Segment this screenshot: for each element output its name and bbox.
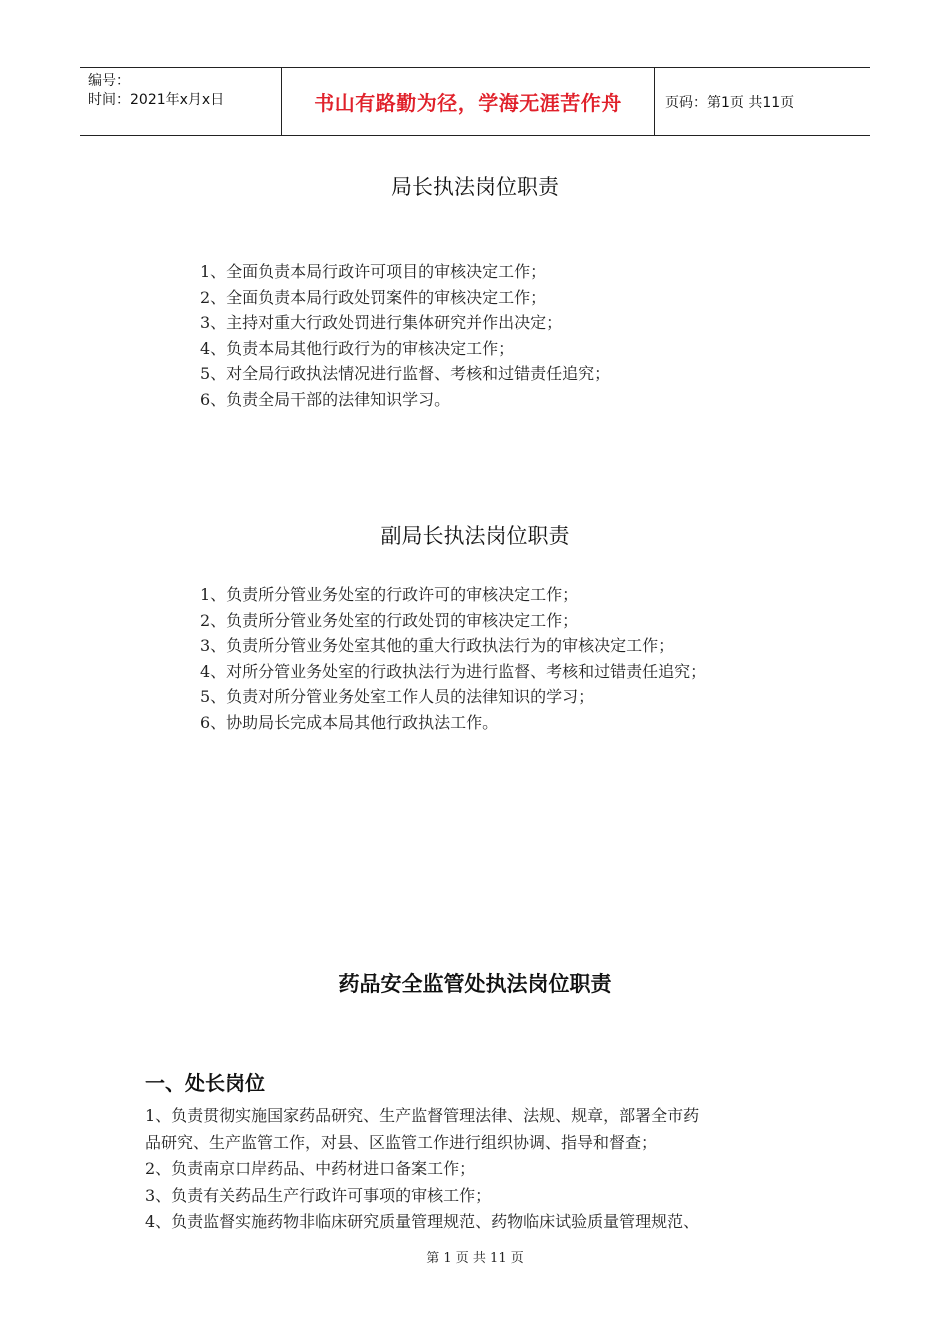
list-item: 6、协助局长完成本局其他行政执法工作。 — [200, 712, 499, 732]
paragraph-line: 3、负责有关药品生产行政许可事项的审核工作； — [145, 1185, 492, 1205]
section3-title: 药品安全监管处执法岗位职责 — [338, 972, 612, 996]
page-footer: 第 1 页 共 11 页 — [426, 1251, 524, 1266]
section2-list — [200, 582, 706, 735]
header-meta-cell — [80, 68, 282, 135]
list-item: 2、负责所分管业务处室的行政处罚的审核决定工作； — [200, 610, 579, 630]
section3-subheading: 一、处长岗位 — [145, 1071, 265, 1095]
paragraph-line: 品研究、生产监管工作，对县、区监管工作进行组织协调、指导和督查； — [145, 1132, 658, 1152]
time-label: 时间：2021年x月x日 — [88, 92, 225, 108]
list-item: 5、对全局行政执法情况进行监督、考核和过错责任追究； — [200, 364, 611, 383]
header-motto-cell — [282, 68, 655, 135]
paragraph-line: 1、负责贯彻实施国家药品研究、生产监督管理法律、法规、规章，部署全市药 — [145, 1106, 700, 1125]
paragraph-line: 4、负责监督实施药物非临床研究质量管理规范、药物临床试验质量管理规范、 — [145, 1212, 700, 1231]
list-item: 3、主持对重大行政处罚进行集体研究并作出决定； — [200, 313, 563, 332]
list-item: 5、负责对所分管业务处室工作人员的法律知识的学习； — [200, 687, 595, 706]
motto-text: 书山有路勤为径，学海无涯苦作舟 — [314, 91, 622, 115]
header-page-cell — [655, 68, 870, 135]
list-item: 4、对所分管业务处室的行政执法行为进行监督、考核和过错责任追究； — [200, 661, 707, 681]
paragraph-line: 2、负责南京口岸药品、中药材进口备案工作； — [145, 1159, 476, 1178]
list-item: 4、负责本局其他行政行为的审核决定工作； — [200, 338, 515, 358]
list-item: 6、负责全局干部的法律知识学习。 — [200, 389, 451, 409]
header-table — [80, 67, 870, 136]
page-info: 页码：第1页 共11页 — [665, 94, 795, 111]
section1-title: 局长执法岗位职责 — [391, 175, 559, 199]
number-label: 编号： — [88, 73, 130, 89]
list-item: 1、全面负责本局行政许可项目的审核决定工作； — [200, 262, 547, 281]
list-item: 3、负责所分管业务处室其他的重大行政执法行为的审核决定工作； — [200, 636, 675, 655]
list-item: 2、全面负责本局行政处罚案件的审核决定工作； — [200, 287, 547, 307]
section2-title: 副局长执法岗位职责 — [380, 524, 570, 548]
list-item: 1、负责所分管业务处室的行政许可的审核决定工作； — [200, 585, 579, 604]
section3-paragraph — [145, 1103, 825, 1236]
section1-list — [200, 259, 610, 412]
